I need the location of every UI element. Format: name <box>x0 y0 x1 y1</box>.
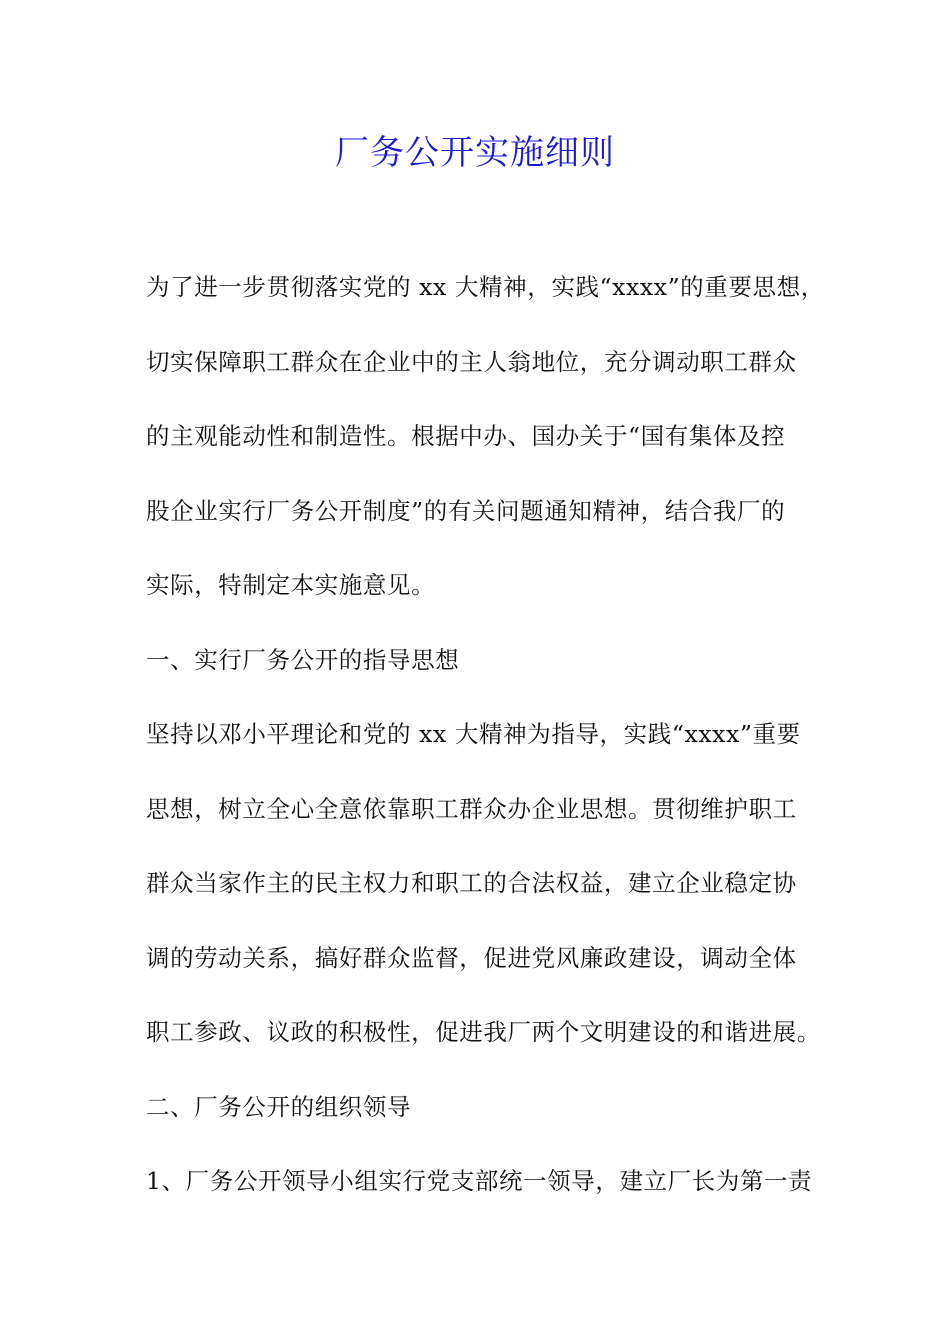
section-heading: 一、实行厂务公开的指导思想 <box>146 645 460 674</box>
body-line: 的主观能动性和制造性。根据中办、国办关于“国有集体及控 <box>146 422 786 450</box>
body-line: 思想，树立全心全意依靠职工群众办企业思想。贯彻维护职工 <box>146 794 797 823</box>
document-title: 厂务公开实施细则 <box>335 133 615 173</box>
body-line: 群众当家作主的民主权力和职工的合法权益，建立企业稳定协 <box>146 869 797 897</box>
document-body <box>146 262 825 1231</box>
body-line: 调的劳动关系，搞好群众监督，促进党风廉政建设，调动全体 <box>146 943 797 972</box>
body-line: 1、厂务公开领导小组实行党支部统一领导，建立厂长为第一责 <box>146 1167 813 1195</box>
section-heading: 二、厂务公开的组织领导 <box>146 1092 412 1121</box>
body-line: 切实保障职工群众在企业中的主人翁地位，充分调动职工群众 <box>146 347 797 376</box>
body-line: 为了进一步贯彻落实党的 xx 大精神，实践“xxxx”的重要思想， <box>146 273 825 301</box>
body-line: 职工参政、议政的积极性，促进我厂两个文明建设的和谐进展。 <box>146 1018 821 1046</box>
body-line: 股企业实行厂务公开制度”的有关问题通知精神，结合我厂的 <box>146 496 786 525</box>
body-line: 坚持以邓小平理论和党的 xx 大精神为指导，实践“xxxx”重要 <box>146 720 801 748</box>
body-line: 实际，特制定本实施意见。 <box>146 571 436 599</box>
